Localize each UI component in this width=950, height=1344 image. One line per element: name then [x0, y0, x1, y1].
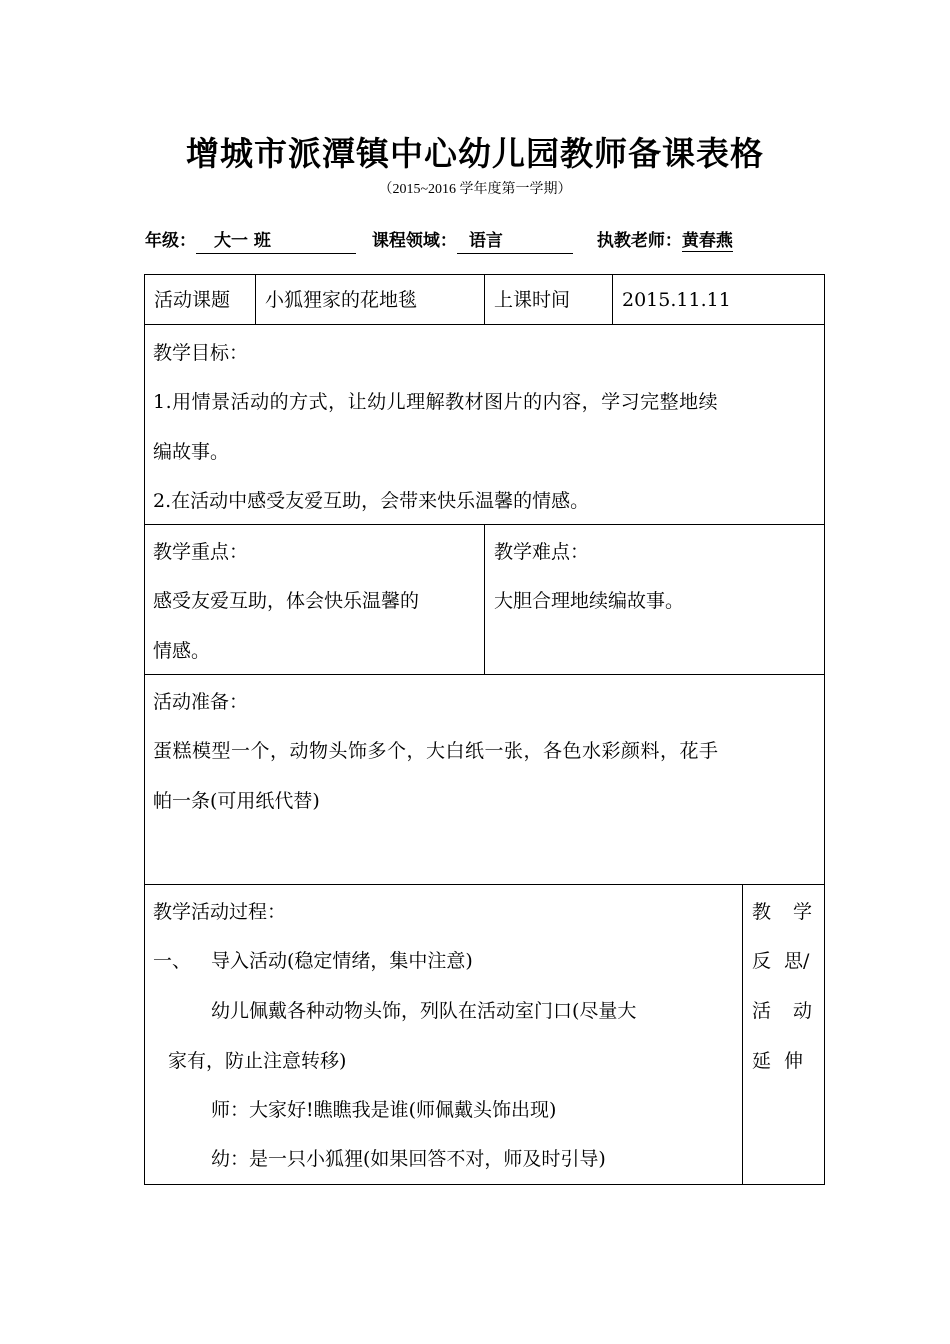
reflection-char: 学 — [793, 901, 813, 923]
teacher-label: 执教老师： — [596, 231, 682, 251]
difficulties-heading: 教学难点： — [494, 541, 590, 563]
page-title: 增城市派潭镇中心幼儿园教师备课表格 — [186, 134, 764, 173]
reflection-char: 活 — [752, 1000, 772, 1022]
grade-value: 大一 班 — [196, 226, 356, 254]
process-line: 师：大家好!瞧瞧我是谁(师佩戴头饰出现) — [211, 1099, 557, 1121]
objectives-line: 编故事。 — [153, 441, 230, 463]
reflection-char: 伸 — [784, 1050, 804, 1072]
process-line: 幼：是一只小狐狸(如果回答不对，师及时引导) — [211, 1148, 606, 1170]
key-points-line: 感受友爱互助，体会快乐温馨的 — [153, 590, 420, 612]
lesson-meta — [145, 226, 733, 254]
difficulties-line: 大胆合理地续编故事。 — [494, 590, 685, 612]
reflection-char: 思/ — [784, 950, 810, 972]
key-points-heading: 教学重点： — [153, 541, 249, 563]
domain-label: 课程领域： — [371, 231, 457, 251]
topic-label: 活动课题 — [144, 274, 256, 325]
process-heading: 教学活动过程： — [153, 901, 287, 923]
key-points-line: 情感。 — [153, 640, 211, 662]
reflection-char: 延 — [752, 1050, 772, 1072]
objectives-line: 2.在活动中感受友爱互助，会带来快乐温馨的情感。 — [153, 490, 590, 512]
time-value: 2015.11.11 — [612, 274, 825, 325]
objectives-heading: 教学目标： — [153, 342, 249, 364]
time-label: 上课时间 — [484, 274, 613, 325]
process-step-title: 导入活动(稳定情绪，集中注意) — [211, 950, 473, 972]
process-line: 幼儿佩戴各种动物头饰，列队在活动室门口(尽量大 — [211, 1000, 637, 1022]
preparation-line: 蛋糕模型一个，动物头饰多个，大白纸一张，各色水彩颜料，花手 — [153, 740, 719, 762]
grade-label: 年级： — [145, 231, 196, 251]
reflection-char: 反 — [752, 950, 772, 972]
reflection-char: 教 — [752, 901, 772, 923]
preparation-heading: 活动准备： — [153, 691, 249, 713]
objectives-line: 1.用情景活动的方式，让幼儿理解教材图片的内容，学习完整地续 — [153, 391, 719, 413]
preparation-line: 帕一条(可用纸代替) — [153, 790, 320, 812]
topic-value: 小狐狸家的花地毯 — [255, 274, 485, 325]
domain-value: 语言 — [457, 226, 573, 254]
page-subtitle: （2015~2016 学年度第一学期） — [378, 182, 572, 197]
process-step-number: 一、 — [153, 950, 192, 972]
process-line: 家有，防止注意转移) — [168, 1050, 347, 1072]
teacher-value: 黄春燕 — [681, 231, 733, 251]
reflection-char: 动 — [793, 1000, 813, 1022]
